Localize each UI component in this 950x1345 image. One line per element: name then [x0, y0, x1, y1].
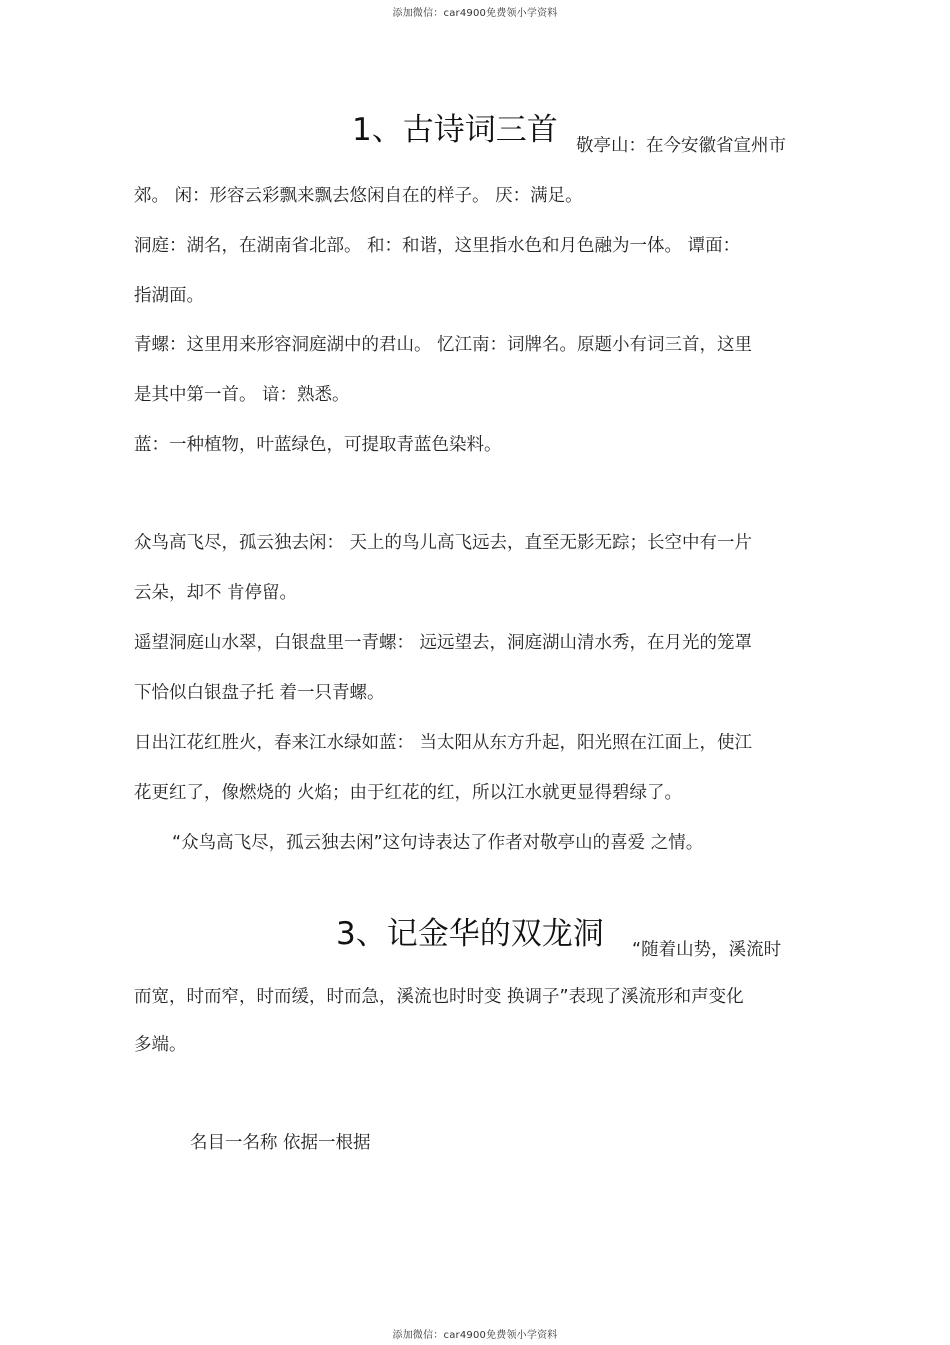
text-line-1-13: “众鸟高飞尽，孤云独去闲”这句诗表达了作者对敬亭山的喜爱 之情。 [172, 833, 704, 853]
text-line-1-7: 众鸟高飞尽，孤云独去闲： 天上的鸟儿高飞远去，直至无影无踪；长空中有一片 [134, 533, 753, 553]
text-line-1-5: 是其中第一首。 谙：熟悉。 [134, 385, 350, 405]
section-3-title: 3、记金华的双龙洞 [336, 916, 604, 952]
section-1-title: 1、古诗词三首 [352, 112, 558, 148]
text-line-3-0: “随着山势，溪流时 [632, 940, 782, 960]
text-line-1-9: 遥望洞庭山水翠，白银盘里一青螺： 远远望去，洞庭湖山清水秀，在月光的笼罩 [134, 633, 753, 653]
text-line-1-11: 日出江花红胜火，春来江水绿如蓝： 当太阳从东方升起，阳光照在江面上，使江 [134, 733, 753, 753]
text-line-1-2: 洞庭：湖名，在湖南省北部。 和：和谐，这里指水色和月色融为一体。 谭面： [134, 236, 741, 256]
text-line-3-2: 多端。 [134, 1035, 187, 1055]
text-line-1-8: 云朵，却不 肯停留。 [134, 583, 298, 603]
text-line-1-3: 指湖面。 [134, 286, 204, 306]
text-line-1-1: 郊。 闲：形容云彩飘来飘去悠闲自在的样子。 厌：满足。 [134, 186, 583, 206]
text-line-1-0: 敬亭山：在今安徽省宣州市 [576, 136, 786, 156]
text-line-1-6: 蓝：一种植物，叶蓝绿色，可提取青蓝色染料。 [134, 435, 502, 455]
text-line-1-4: 青螺：这里用来形容洞庭湖中的君山。 忆江南：词牌名。原题小有词三首，这里 [134, 335, 753, 355]
text-line-1-12: 花更红了，像燃烧的 火焰；由于红花的红，所以江水就更显得碧绿了。 [134, 783, 683, 803]
text-line-3-1: 而宽，时而窄，时而缓，时而急，溪流也时时变 换调子”表现了溪流形和声变化 [134, 987, 744, 1007]
footer-watermark: 添加微信：car4900免费领小学资料 [392, 1330, 558, 1341]
text-line-3-3: 名目一名称 依据一根据 [190, 1133, 371, 1153]
text-line-1-10: 下恰似白银盘子托 着一只青螺。 [134, 683, 385, 703]
header-watermark: 添加微信：car4900免费领小学资料 [392, 8, 558, 19]
